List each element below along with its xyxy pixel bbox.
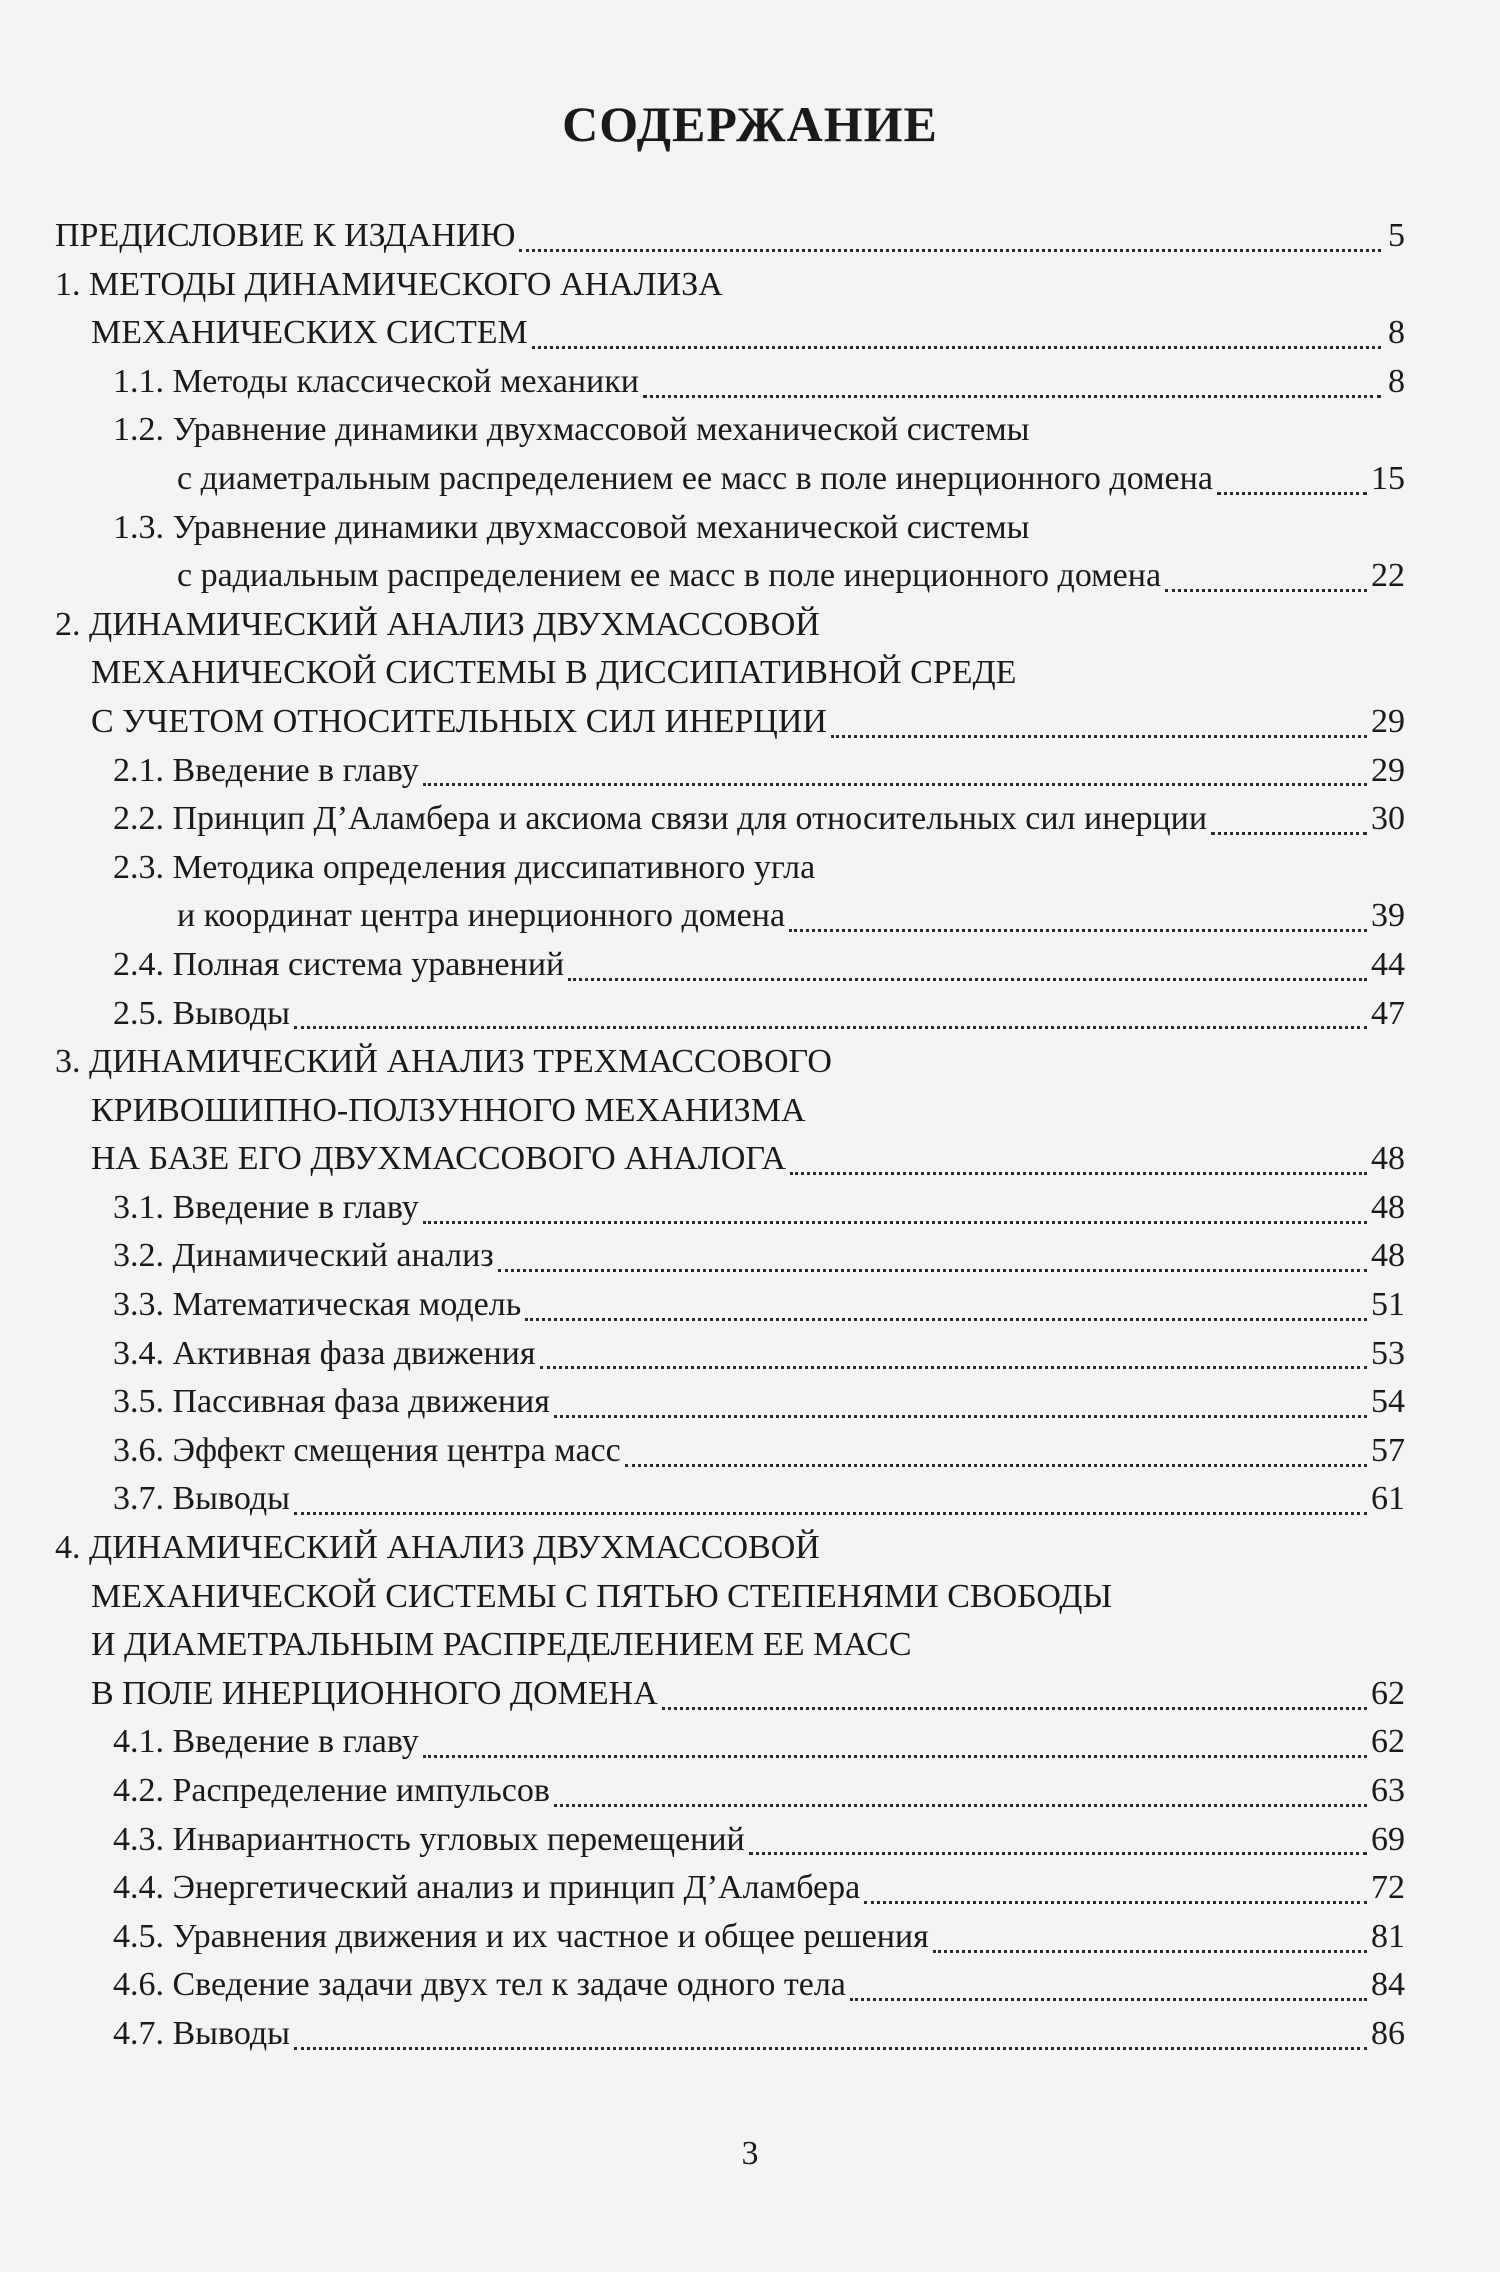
dot-leader bbox=[789, 929, 1367, 932]
toc-entry bbox=[55, 1378, 1405, 1427]
toc-entry-title: И ДИАМЕТРАЛЬНЫМ РАСПРЕДЕЛЕНИЕМ ЕЕ МАСС bbox=[91, 1626, 912, 1664]
toc-entry bbox=[55, 1573, 1405, 1622]
toc-entry-title: 4.2. Распределение импульсов bbox=[113, 1772, 550, 1809]
toc-entry-title: и координат центра инерционного домена bbox=[177, 897, 786, 935]
toc-entry bbox=[55, 504, 1405, 553]
toc-entry-title: С УЧЕТОМ ОТНОСИТЕЛЬНЫХ СИЛ ИНЕРЦИИ bbox=[91, 702, 827, 740]
toc-entry-page: 54 bbox=[1371, 1383, 1405, 1421]
toc-entry bbox=[55, 1961, 1405, 2010]
toc-entry bbox=[55, 1232, 1405, 1281]
toc-entry-title: МЕХАНИЧЕСКОЙ СИСТЕМЫ С ПЯТЬЮ СТЕПЕНЯМИ СВОБОДЫ bbox=[91, 1577, 1113, 1615]
toc-entry-title: 2.3. Методика определения диссипативного угла bbox=[113, 848, 816, 886]
toc-entry bbox=[55, 1621, 1405, 1670]
toc-entry-page: 53 bbox=[1371, 1334, 1405, 1372]
dot-leader bbox=[525, 1318, 1367, 1321]
dot-leader bbox=[790, 1172, 1367, 1175]
toc-entry-page: 44 bbox=[1371, 945, 1405, 983]
toc-entry-page: 30 bbox=[1371, 800, 1405, 838]
toc-entry-title: В ПОЛЕ ИНЕРЦИОННОГО ДОМЕНА bbox=[91, 1674, 658, 1712]
toc-entry-title: 3.2. Динамический анализ bbox=[113, 1237, 494, 1275]
dot-leader bbox=[540, 1366, 1367, 1369]
toc-entry-title: КРИВОШИПНО-ПОЛЗУННОГО МЕХАНИЗМА bbox=[91, 1091, 806, 1129]
toc-entry-page: 63 bbox=[1371, 1772, 1405, 1809]
dot-leader bbox=[749, 1852, 1367, 1855]
toc-entry-title: 2. ДИНАМИЧЕСКИЙ АНАЛИЗ ДВУХМАССОВОЙ bbox=[55, 605, 820, 643]
toc-entry-page: 29 bbox=[1371, 702, 1405, 740]
toc-entry-title: 3.6. Эффект смещения центра масс bbox=[113, 1431, 621, 1469]
toc-entry bbox=[55, 1475, 1405, 1524]
toc-entry-title: 2.2. Принцип Д’Аламбера и аксиома связи для относительных сил инерции bbox=[113, 800, 1208, 838]
dot-leader bbox=[294, 2047, 1367, 2050]
toc-entry bbox=[55, 1816, 1405, 1865]
toc-entry-page: 61 bbox=[1371, 1480, 1405, 1518]
toc-entry-title: 3. ДИНАМИЧЕСКИЙ АНАЛИЗ ТРЕХМАССОВОГО bbox=[55, 1043, 832, 1081]
dot-leader bbox=[568, 978, 1367, 981]
toc-entry bbox=[55, 1913, 1405, 1962]
toc-entry-title: 4.7. Выводы bbox=[113, 2014, 291, 2052]
toc-entry-page: 5 bbox=[1388, 217, 1405, 254]
dot-leader bbox=[864, 1901, 1367, 1904]
page-number: 3 bbox=[741, 2135, 759, 2172]
toc-entry bbox=[55, 1135, 1405, 1184]
toc-entry bbox=[55, 844, 1405, 893]
toc-entry-title: МЕХАНИЧЕСКОЙ СИСТЕМЫ В ДИССИПАТИВНОЙ СРЕДЕ bbox=[91, 654, 1017, 692]
toc-entry-page: 48 bbox=[1371, 1140, 1405, 1178]
toc-entry-page: 48 bbox=[1371, 1237, 1405, 1275]
toc-entry bbox=[55, 795, 1405, 844]
toc-entry-title: 1.3. Уравнение динамики двухмассовой механической системы bbox=[113, 508, 1030, 546]
toc-entry bbox=[55, 309, 1405, 358]
toc-entry-title: 4.4. Энергетический анализ и принцип Д’Аламбера bbox=[113, 1869, 861, 1907]
dot-leader bbox=[554, 1804, 1367, 1807]
toc-entry-page: 8 bbox=[1388, 362, 1405, 400]
toc-entry-title: с радиальным распределением ее масс в поле инерционного домена bbox=[177, 557, 1162, 595]
toc-entry bbox=[55, 406, 1405, 455]
toc-entry-title: 3.5. Пассивная фаза движения bbox=[113, 1383, 550, 1421]
toc-entry bbox=[55, 358, 1405, 407]
dot-leader bbox=[1217, 492, 1367, 495]
toc-entry-title: 1. МЕТОДЫ ДИНАМИЧЕСКОГО АНАЛИЗА bbox=[55, 265, 723, 303]
toc-entry-page: 22 bbox=[1371, 557, 1405, 595]
dot-leader bbox=[519, 249, 1381, 252]
dot-leader bbox=[423, 783, 1367, 786]
toc-entry bbox=[55, 1670, 1405, 1719]
dot-leader bbox=[1165, 589, 1367, 592]
toc-entry bbox=[55, 2010, 1405, 2059]
toc-entry-page: 62 bbox=[1371, 1723, 1405, 1761]
toc-entry bbox=[55, 1184, 1405, 1233]
dot-leader bbox=[625, 1464, 1367, 1467]
toc-entry bbox=[55, 747, 1405, 796]
toc-entry-page: 57 bbox=[1371, 1431, 1405, 1469]
dot-leader bbox=[831, 735, 1367, 738]
toc-entry-title: 4. ДИНАМИЧЕСКИЙ АНАЛИЗ ДВУХМАССОВОЙ bbox=[55, 1529, 820, 1567]
toc-entry-page: 29 bbox=[1371, 751, 1405, 789]
toc-entry-page: 8 bbox=[1388, 314, 1405, 352]
toc-entry-title: 3.1. Введение в главу bbox=[113, 1188, 419, 1226]
toc-entry bbox=[55, 941, 1405, 990]
toc-entry-page: 86 bbox=[1371, 2014, 1405, 2052]
toc-entry-title: МЕХАНИЧЕСКИХ СИСТЕМ bbox=[91, 314, 528, 352]
toc-entry bbox=[55, 1087, 1405, 1136]
toc-entry-page: 15 bbox=[1371, 459, 1405, 497]
toc-entry bbox=[55, 990, 1405, 1039]
toc-entry bbox=[55, 698, 1405, 747]
toc-entry-page: 39 bbox=[1371, 897, 1405, 935]
toc-entry-title: 2.5. Выводы bbox=[113, 994, 291, 1032]
toc-entry bbox=[55, 1330, 1405, 1379]
toc-entry-page: 84 bbox=[1371, 1966, 1405, 2004]
toc-entry bbox=[55, 1864, 1405, 1913]
toc-entry bbox=[55, 261, 1405, 310]
toc-entry bbox=[55, 1767, 1405, 1816]
toc-entry-title: 1.2. Уравнение динамики двухмассовой механической системы bbox=[113, 411, 1030, 449]
toc-entry-title: 2.1. Введение в главу bbox=[113, 751, 419, 789]
toc-entry-page: 48 bbox=[1371, 1188, 1405, 1226]
toc-entry-title: 3.4. Активная фаза движения bbox=[113, 1334, 536, 1372]
toc-entry-page: 81 bbox=[1371, 1917, 1405, 1955]
page-title: СОДЕРЖАНИЕ bbox=[562, 96, 938, 152]
dot-leader bbox=[643, 395, 1381, 398]
dot-leader bbox=[423, 1221, 1367, 1224]
toc-entry-title: 4.6. Сведение задачи двух тел к задаче одного тела bbox=[113, 1966, 846, 2004]
dot-leader bbox=[294, 1512, 1367, 1515]
table-of-contents bbox=[55, 212, 1405, 2059]
toc-entry bbox=[55, 601, 1405, 650]
dot-leader bbox=[423, 1755, 1367, 1758]
dot-leader bbox=[294, 1026, 1367, 1029]
dot-leader bbox=[933, 1950, 1367, 1953]
toc-entry-title: 1.1. Методы классической механики bbox=[113, 362, 639, 400]
toc-entry bbox=[55, 649, 1405, 698]
toc-entry-title: НА БАЗЕ ЕГО ДВУХМАССОВОГО АНАЛОГА bbox=[91, 1140, 786, 1178]
toc-entry-title: ПРЕДИСЛОВИЕ К ИЗДАНИЮ bbox=[55, 217, 516, 254]
dot-leader bbox=[532, 346, 1381, 349]
dot-leader bbox=[554, 1415, 1367, 1418]
toc-entry-title: с диаметральным распределением ее масс в поле инерционного домена bbox=[177, 459, 1213, 497]
toc-entry bbox=[55, 455, 1405, 504]
toc-entry bbox=[55, 1718, 1405, 1767]
toc-entry bbox=[55, 1524, 1405, 1573]
toc-entry-page: 72 bbox=[1371, 1869, 1405, 1907]
toc-entry-page: 47 bbox=[1371, 994, 1405, 1032]
toc-entry-title: 4.3. Инвариантность угловых перемещений bbox=[113, 1820, 745, 1858]
dot-leader bbox=[1211, 832, 1367, 835]
toc-entry-page: 62 bbox=[1371, 1674, 1405, 1712]
toc-entry bbox=[55, 1281, 1405, 1330]
toc-entry-title: 2.4. Полная система уравнений bbox=[113, 945, 565, 983]
toc-entry-page: 51 bbox=[1371, 1286, 1405, 1324]
toc-entry bbox=[55, 212, 1405, 261]
toc-entry bbox=[55, 892, 1405, 941]
toc-entry-page: 69 bbox=[1371, 1820, 1405, 1858]
toc-entry-title: 3.7. Выводы bbox=[113, 1480, 291, 1518]
dot-leader bbox=[498, 1269, 1367, 1272]
toc-entry bbox=[55, 552, 1405, 601]
dot-leader bbox=[662, 1707, 1367, 1710]
toc-entry-title: 4.1. Введение в главу bbox=[113, 1723, 419, 1761]
toc-entry bbox=[55, 1427, 1405, 1476]
dot-leader bbox=[850, 1998, 1367, 2001]
toc-entry-title: 4.5. Уравнения движения и их частное и общее решения bbox=[113, 1917, 929, 1955]
toc-entry bbox=[55, 1038, 1405, 1087]
toc-entry-title: 3.3. Математическая модель bbox=[113, 1286, 522, 1324]
